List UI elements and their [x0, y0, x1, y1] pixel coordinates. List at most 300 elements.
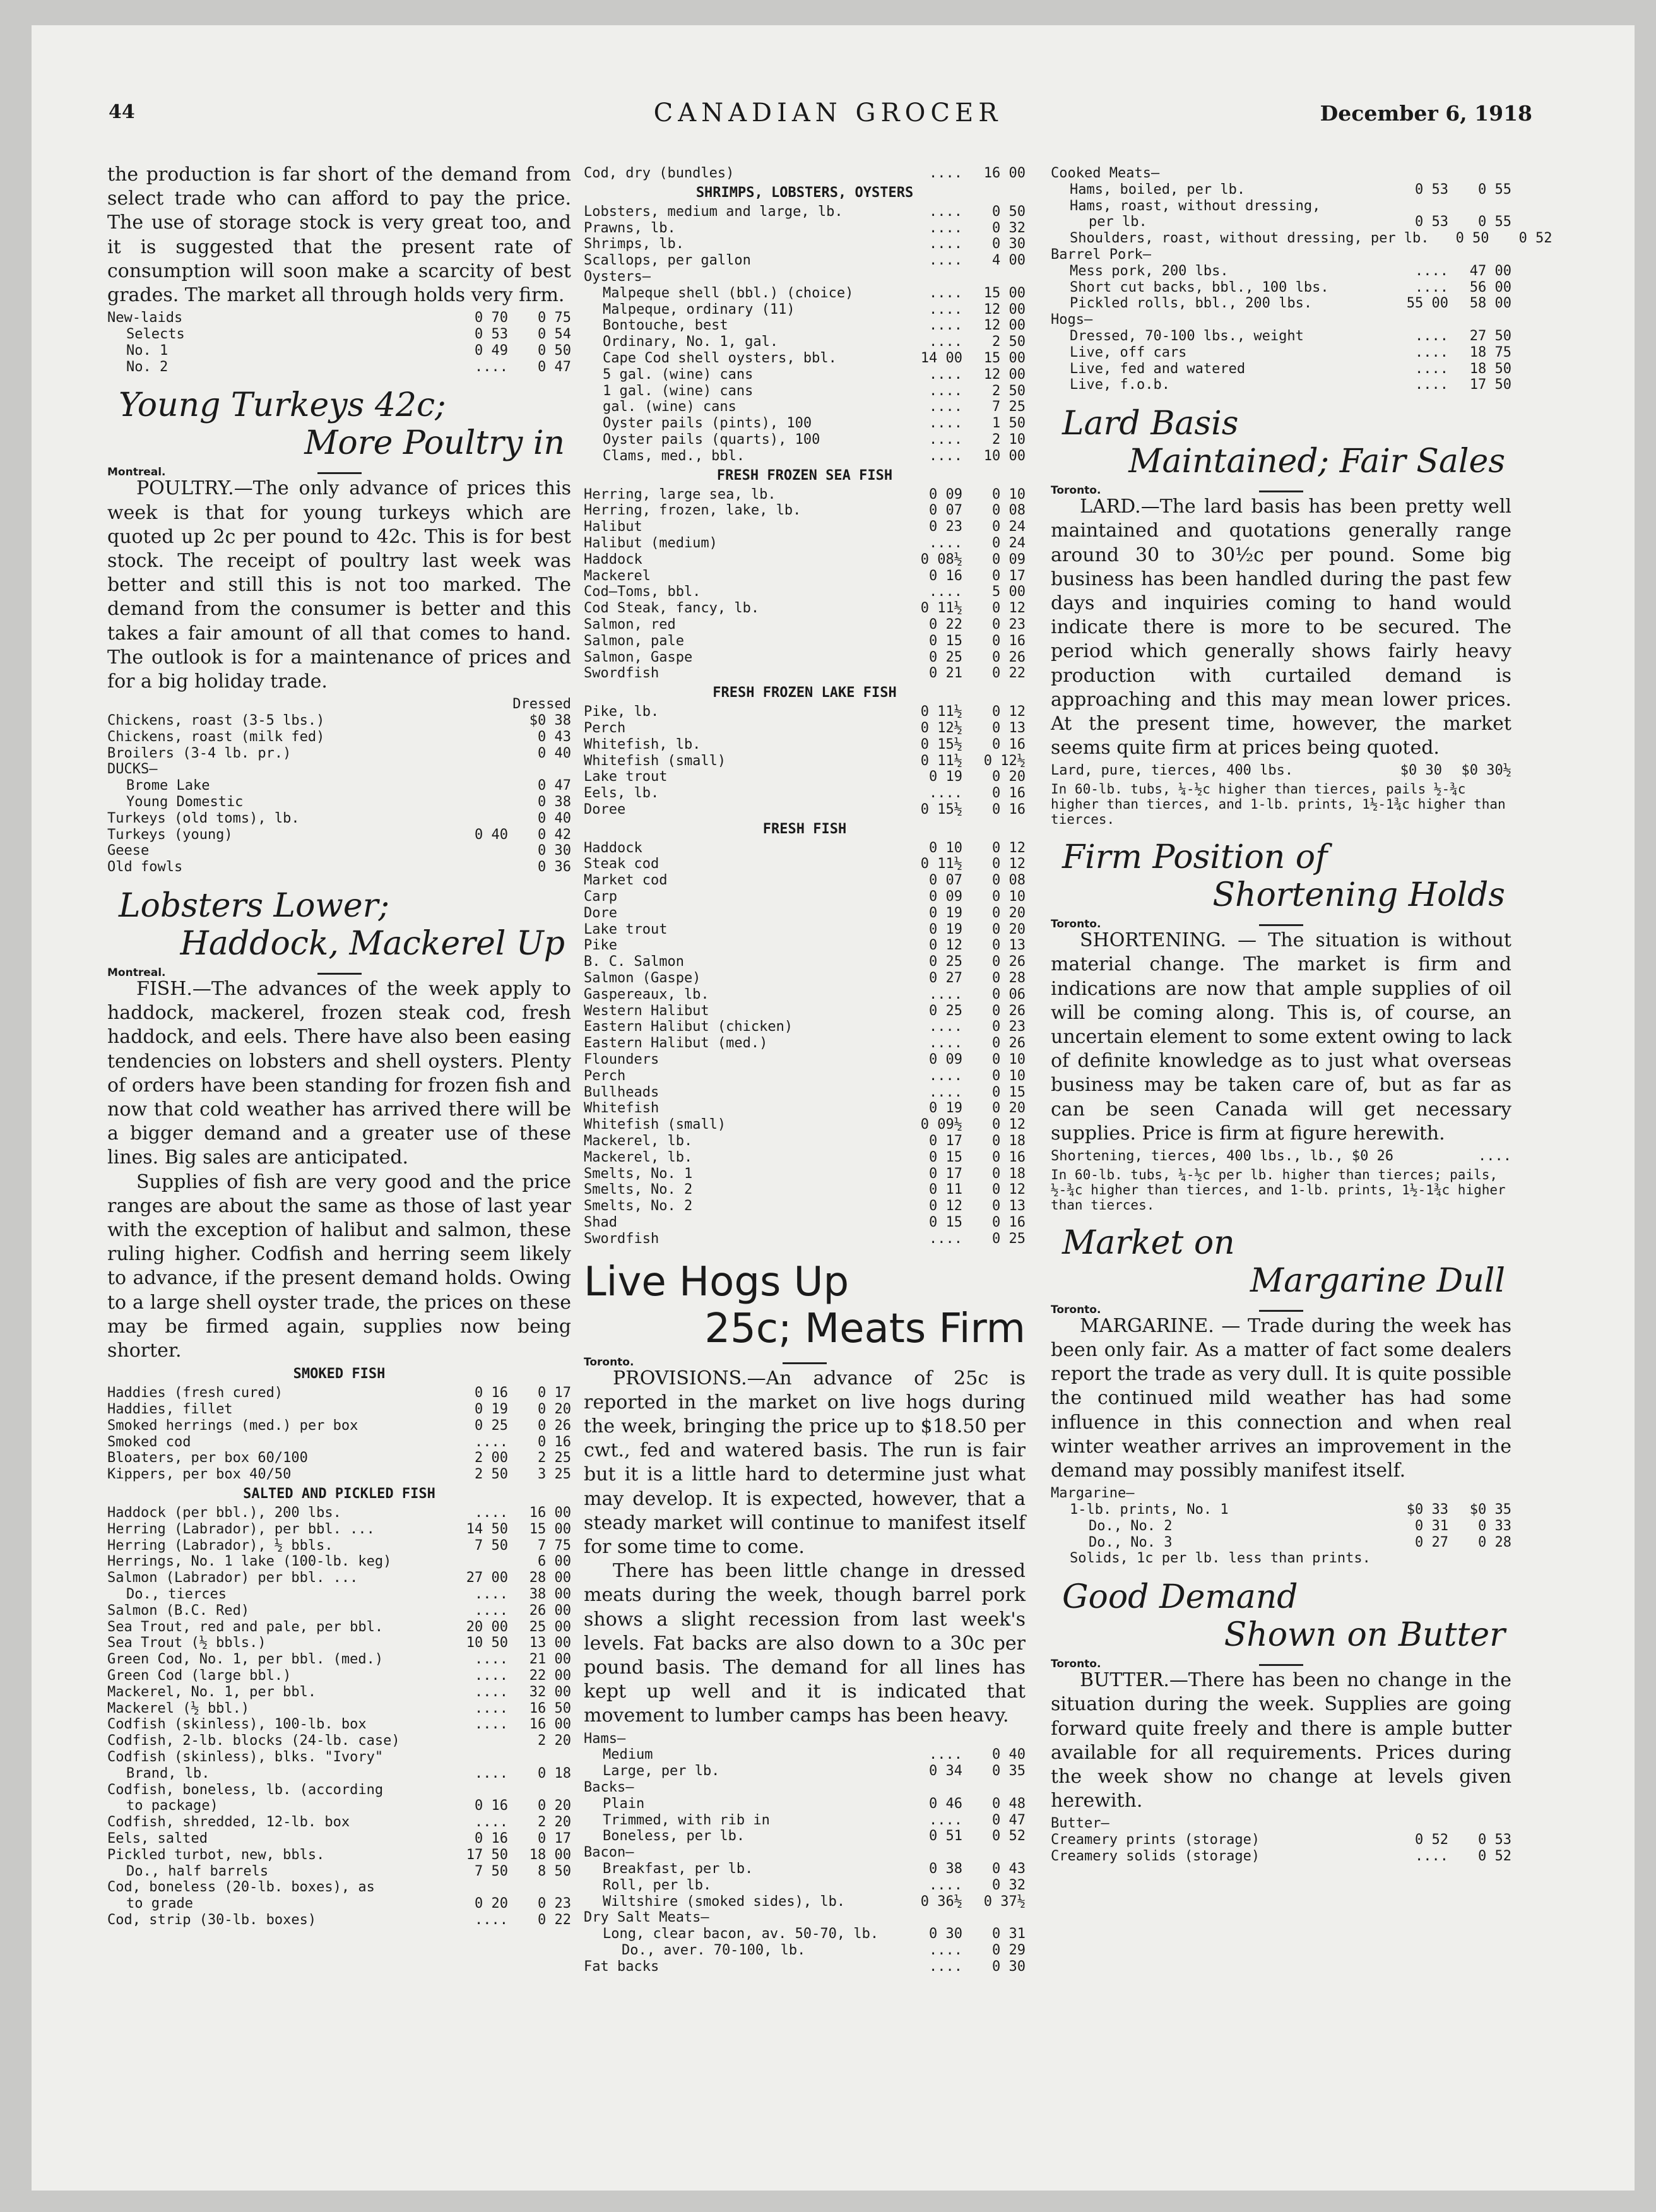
price-high: 0 18	[992, 1165, 1026, 1182]
item-label: Chickens, roast (milk fed)	[107, 728, 325, 745]
eggs-price-table	[107, 310, 571, 375]
table-row	[1051, 280, 1511, 296]
price-high: 16 00	[529, 1716, 571, 1733]
item-label: Malpeque, ordinary (11)	[603, 301, 795, 318]
table-row	[584, 937, 1026, 954]
item-label: 1-lb. prints, No. 1	[1070, 1502, 1229, 1518]
table-row	[584, 519, 1026, 535]
table-row	[1051, 1518, 1511, 1535]
table-row	[584, 1796, 1026, 1812]
table-row	[584, 704, 1026, 720]
price-low: 0 15	[929, 1215, 962, 1231]
price-high	[508, 1782, 571, 1799]
price-low: 0 09	[929, 1052, 962, 1068]
item-label: Herring, large sea, lb.	[584, 486, 776, 502]
price-low	[448, 1733, 508, 1749]
price-low: 0 07	[929, 502, 962, 519]
price-low	[448, 778, 508, 794]
table-row	[584, 399, 1026, 415]
item-label: Salmon, pale	[584, 633, 684, 649]
price-low: ....	[929, 1877, 962, 1893]
item-label: Pickled rolls, bbl., 200 lbs.	[1070, 295, 1313, 312]
item-label: Old fowls	[107, 859, 183, 876]
item-label: Eastern Halibut (chicken)	[584, 1019, 793, 1035]
price-high: 0 30	[992, 236, 1026, 253]
item-label: Salmon (Gaspe)	[584, 970, 701, 987]
price-high: 16 50	[529, 1700, 571, 1716]
table-row	[107, 1651, 571, 1668]
item-label: Hogs—	[1051, 312, 1093, 328]
table-row	[107, 1521, 571, 1538]
price-low: 0 38	[929, 1861, 962, 1877]
item-label: Codfish, 2-lb. blocks (24-lb. case)	[107, 1733, 400, 1749]
item-label: Do., half barrels	[126, 1863, 269, 1879]
price-high: 0 16	[992, 785, 1026, 802]
item-label: Breakfast, per lb.	[603, 1861, 754, 1877]
price-low: 0 15½	[920, 801, 962, 818]
price-high: 0 32	[992, 220, 1026, 236]
table-row	[584, 1182, 1026, 1198]
price-low	[902, 1731, 962, 1747]
cooked-meats-table	[1051, 165, 1552, 393]
item-label: Hams—	[584, 1730, 626, 1747]
price-high: 16 00	[983, 165, 1026, 181]
price-high: 8 50	[538, 1863, 571, 1879]
table-row	[584, 665, 1026, 682]
price-low	[448, 761, 508, 778]
item-label: Halibut (medium)	[584, 535, 718, 551]
price-low: 0 09	[929, 486, 962, 502]
price-low	[448, 794, 508, 811]
item-label: Haddies, fillet	[107, 1401, 233, 1418]
headline-rule	[1259, 924, 1303, 926]
price-low: 17 50	[466, 1846, 508, 1863]
table-row	[107, 1896, 571, 1912]
fish-headline-line-1: Lobsters Lower;	[119, 887, 390, 925]
table-row	[584, 1035, 1026, 1052]
price-high: 0 13	[992, 1198, 1026, 1215]
table-row	[107, 1782, 571, 1799]
price-low: 0 11	[929, 1182, 962, 1198]
table-row	[584, 236, 1026, 253]
table-row	[107, 794, 571, 811]
table-row	[107, 713, 571, 729]
price-high: 0 22	[538, 1912, 571, 1928]
price-high: $0 35	[1469, 1502, 1511, 1518]
item-label: Ordinary, No. 1, gal.	[603, 334, 779, 350]
item-label: Pickled turbot, new, bbls.	[107, 1846, 325, 1863]
item-label: Dore	[584, 905, 617, 921]
page-number: 44	[109, 101, 135, 123]
item-label: Cape Cod shell oysters, bbl.	[603, 350, 837, 366]
price-low: 20 00	[466, 1619, 508, 1635]
price-low: 0 40	[475, 826, 508, 843]
price-high: 0 20	[992, 1100, 1026, 1117]
item-label: Mess pork, 200 lbs.	[1070, 263, 1229, 279]
price-high: 0 08	[992, 872, 1026, 889]
shellfish-caption: SHRIMPS, LOBSTERS, OYSTERS	[695, 184, 914, 201]
price-high: 0 20	[992, 905, 1026, 921]
item-label: Smelts, No. 2	[584, 1198, 693, 1215]
price-high: 21 00	[529, 1651, 571, 1668]
item-label: Turkeys (young)	[107, 826, 233, 843]
item-label: per lb.	[1089, 214, 1147, 230]
table-row	[1051, 295, 1511, 312]
item-label: Codfish (skinless), blks. "Ivory"	[107, 1749, 384, 1765]
price-low	[1388, 165, 1448, 182]
price-low: 0 22	[929, 616, 962, 633]
table-row	[584, 383, 1026, 400]
item-label: Long, clear bacon, av. 50-70, lb.	[603, 1926, 879, 1942]
table-row	[107, 1570, 571, 1586]
price-low: 0 34	[929, 1763, 962, 1780]
price-high: 56 00	[1469, 279, 1511, 295]
table-row	[107, 1847, 571, 1864]
table-row	[107, 343, 571, 359]
price-low: ....	[475, 1814, 508, 1831]
price-high: 0 10	[992, 889, 1026, 905]
table-row	[1051, 377, 1511, 393]
price-high: 15 00	[983, 350, 1026, 366]
price-low: ....	[929, 1035, 962, 1052]
lake-fish-table	[584, 704, 1026, 818]
price-low: 0 36½	[920, 1893, 962, 1910]
item-label: Young Domestic	[126, 794, 244, 811]
price-high: 0 12	[992, 856, 1026, 872]
price-low: 0 23	[929, 519, 962, 535]
item-label: Herrings, No. 1 lake (100-lb. keg)	[107, 1554, 392, 1570]
price-high: 0 20	[538, 1401, 571, 1418]
price-high: 0 26	[538, 1417, 571, 1434]
poultry-headline-line-2: More Poultry in	[304, 424, 565, 463]
table-row	[584, 285, 1026, 302]
table-row	[107, 1879, 571, 1896]
table-row	[584, 1003, 1026, 1020]
price-high: 0 06	[992, 986, 1026, 1002]
item-label: Short cut backs, bbl., 100 lbs.	[1070, 279, 1329, 295]
price-low	[902, 1845, 962, 1861]
price-high: 15 00	[983, 285, 1026, 301]
item-label: Shad	[584, 1215, 617, 1231]
item-label: Solids, 1c per lb. less than prints.	[1070, 1550, 1371, 1567]
price-high: 0 23	[992, 1019, 1026, 1035]
column-3	[1051, 163, 1552, 1867]
price-high: 6 00	[538, 1554, 571, 1570]
item-label: Boneless, per lb.	[603, 1828, 745, 1845]
item-label: Salmon (B.C. Red)	[107, 1602, 250, 1619]
item-label: Smelts, No. 1	[584, 1165, 693, 1182]
shortening-headline-line-2: Shortening Holds	[1212, 876, 1505, 915]
shortening-dateline: Toronto.	[1051, 918, 1101, 931]
price-high: 7 75	[538, 1537, 571, 1554]
item-label: Oyster pails (quarts), 100	[603, 431, 820, 448]
item-label: Gaspereaux, lb.	[584, 986, 709, 1002]
lard-headline-line-2: Maintained; Fair Sales	[1128, 443, 1505, 481]
price-high: 0 13	[992, 720, 1026, 736]
price-low: 0 46	[929, 1795, 962, 1812]
price-high: 16 00	[529, 1505, 571, 1521]
price-high: 0 16	[538, 1434, 571, 1450]
item-label: 1 gal. (wine) cans	[603, 383, 754, 399]
item-label: B. C. Salmon	[584, 954, 684, 970]
price-low: 0 11½	[920, 600, 962, 617]
price-high: 0 42	[538, 826, 571, 843]
price-high: 1 50	[992, 415, 1026, 432]
table-row	[584, 535, 1026, 552]
price-low	[1388, 1485, 1448, 1502]
column-1	[107, 163, 571, 1931]
table-row	[1051, 247, 1511, 263]
price-high: 0 47	[538, 778, 571, 794]
item-label: Mackerel, No. 1, per bbl.	[107, 1684, 317, 1700]
price-high: 0 12½	[983, 752, 1026, 769]
price-low: 0 15½	[920, 736, 962, 752]
table-row	[584, 269, 1026, 285]
sea-fish-table	[584, 487, 1026, 682]
table-row	[584, 1747, 1026, 1763]
price-high: 0 23	[538, 1896, 571, 1912]
table-row	[1051, 1550, 1511, 1567]
price-high: 0 10	[992, 486, 1026, 502]
price-low: ....	[929, 399, 962, 415]
price-low: ....	[475, 1716, 508, 1733]
price-low: 0 15	[929, 1149, 962, 1165]
price-low: 0 49	[475, 342, 508, 359]
price-high: 0 16	[992, 1149, 1026, 1165]
price-low: 7 50	[475, 1537, 508, 1554]
item-label: No. 1	[126, 342, 169, 359]
item-label: Live, f.o.b.	[1070, 377, 1170, 393]
price-high: 10 00	[983, 448, 1026, 464]
price-low: 0 16	[475, 1830, 508, 1846]
price-high: 0 12	[992, 600, 1026, 617]
table-row	[1051, 361, 1511, 378]
item-label: Eels, salted	[107, 1830, 208, 1846]
smoked-fish-caption: SMOKED FISH	[293, 1366, 386, 1382]
table-row	[1051, 1816, 1511, 1832]
item-label: Bloaters, per box 60/100	[107, 1450, 308, 1466]
price-high: 0 16	[992, 801, 1026, 818]
item-label: Salmon (Labrador) per bbl. ...	[107, 1570, 358, 1586]
table-row	[584, 856, 1026, 872]
price-low: 2 00	[475, 1450, 508, 1466]
table-row	[584, 1959, 1026, 1975]
price-high: 0 50	[992, 203, 1026, 220]
price-low: 0 31	[1415, 1518, 1448, 1534]
item-label: Flounders	[584, 1052, 659, 1068]
price-low: 0 53	[1415, 181, 1448, 198]
table-row	[584, 872, 1026, 889]
item-label: Butter—	[1051, 1816, 1109, 1832]
price-low: 0 15	[929, 633, 962, 649]
butter-headline	[1051, 1578, 1511, 1654]
headline-rule	[783, 1362, 827, 1364]
item-label: Mackerel, lb.	[584, 1149, 693, 1165]
column-2	[584, 163, 1026, 1978]
price-low	[902, 269, 962, 285]
table-row	[1051, 312, 1511, 328]
price-high: 0 52	[1478, 1848, 1511, 1865]
table-row	[584, 1894, 1026, 1910]
item-label: Hams, roast, without dressing,	[1070, 198, 1321, 214]
table-row	[107, 1586, 571, 1603]
price-high: 0 20	[538, 1798, 571, 1814]
price-high: 27 50	[1469, 328, 1511, 344]
price-high: 47 00	[1469, 263, 1511, 279]
price-high: 0 43	[538, 728, 571, 745]
price-low: 0 08½	[920, 551, 962, 568]
table-row	[584, 1085, 1026, 1101]
price-low: ....	[475, 1684, 508, 1700]
table-row	[584, 840, 1026, 857]
item-label: Hams, boiled, per lb.	[1070, 181, 1246, 198]
table-row	[584, 889, 1026, 905]
shortening-headline	[1051, 838, 1511, 914]
hogs-article-text-2: There has been little change in dressed meats during the week, though barrel pork shows a slight recession from last week's levels. Fat backs are also down to a 30c per pound basis. The demand for all lines has kept up well and it is indicated that movement to lumber camps has been heavy.	[584, 1560, 1026, 1727]
item-label: Large, per lb.	[603, 1763, 720, 1780]
lard-price-note: In 60-lb. tubs, ¼-½c higher than tierces, pails ½-¾c higher than tierces, and 1-lb. prints, 1½-1¾c higher than tierces.	[1051, 782, 1506, 828]
price-high: 0 26	[992, 1002, 1026, 1019]
price-high: 0 16	[992, 1215, 1026, 1231]
price-high: 0 48	[992, 1795, 1026, 1812]
item-label: Shoulders, roast, without dressing, per lb.	[1070, 230, 1429, 247]
item-label: Live, fed and watered	[1070, 360, 1246, 377]
table-row	[584, 220, 1026, 237]
headline-rule	[1259, 1664, 1303, 1666]
item-label: Selects	[126, 326, 185, 343]
table-row	[1051, 1535, 1511, 1551]
item-label: Medium	[603, 1747, 653, 1763]
price-high: 0 40	[538, 745, 571, 761]
table-row	[1051, 182, 1511, 198]
price-low: 0 25	[929, 954, 962, 970]
headline-rule	[1259, 1310, 1303, 1312]
price-low: 0 70	[475, 310, 508, 326]
table-row	[107, 1466, 571, 1483]
price-high: 0 18	[992, 1133, 1026, 1150]
price-low: 0 30	[929, 1926, 962, 1942]
item-label: Green Cod (large bbl.)	[107, 1668, 292, 1684]
headline-rule	[1259, 491, 1303, 492]
table-row	[584, 1845, 1026, 1861]
price-low: ....	[929, 165, 962, 181]
table-row	[1051, 1485, 1511, 1502]
price-high: 0 16	[992, 633, 1026, 649]
price-low: ....	[929, 1747, 962, 1763]
margarine-dateline: Toronto.	[1051, 1303, 1101, 1316]
price-high: 0 29	[992, 1942, 1026, 1959]
item-label: Salmon, red	[584, 616, 676, 633]
item-label: Western Halibut	[584, 1002, 709, 1019]
item-label: to grade	[126, 1896, 193, 1912]
price-high: 0 20	[992, 769, 1026, 785]
price-low	[902, 1910, 962, 1926]
item-label: Mackerel, lb.	[584, 1133, 693, 1150]
table-row	[584, 1231, 1026, 1247]
table-row	[584, 552, 1026, 568]
table-row	[584, 954, 1026, 970]
price-low: ....	[929, 334, 962, 350]
item-label: Wiltshire (smoked sides), lb.	[603, 1893, 846, 1910]
price-high: 0 12	[992, 840, 1026, 856]
lard-headline	[1051, 405, 1511, 480]
table-row	[1051, 345, 1511, 361]
price-low: 0 21	[929, 665, 962, 682]
price-low: 0 16	[929, 568, 962, 584]
item-label: Pike, lb.	[584, 704, 659, 720]
item-label: Lake trout	[584, 769, 668, 785]
table-row	[584, 1942, 1026, 1959]
price-low	[448, 811, 508, 827]
table-row	[107, 1798, 571, 1814]
price-low: ....	[1415, 377, 1448, 393]
price-high: 12 00	[983, 318, 1026, 334]
price-low	[448, 1879, 508, 1896]
price-high: 0 24	[992, 519, 1026, 535]
price-low: 0 52	[1415, 1832, 1448, 1848]
item-label: Halibut	[584, 519, 642, 535]
item-label: Mackerel	[584, 568, 651, 584]
item-label: Prawns, lb.	[584, 220, 676, 236]
item-label: Margarine—	[1051, 1485, 1135, 1502]
item-label: Whitefish (small)	[584, 1117, 726, 1133]
table-row	[107, 1505, 571, 1521]
price-low: 0 27	[1415, 1534, 1448, 1550]
item-label: Cooked Meats—	[1051, 165, 1160, 181]
price-high: 0 54	[538, 326, 571, 343]
shellfish-table	[584, 204, 1026, 465]
table-row	[584, 1731, 1026, 1747]
table-row	[584, 1117, 1026, 1133]
fresh-fish-caption: FRESH FISH	[762, 821, 847, 837]
table-row	[584, 1150, 1026, 1166]
item-label: Lake trout	[584, 921, 668, 937]
price-high	[1448, 1816, 1511, 1832]
price-low: 0 11½	[920, 856, 962, 872]
price-low: ....	[1415, 328, 1448, 344]
smoked-fish-table	[107, 1385, 571, 1483]
price-high	[508, 761, 571, 778]
table-row	[584, 1068, 1026, 1085]
price-high: 0 25	[992, 1230, 1026, 1247]
item-label: gal. (wine) cans	[603, 399, 736, 415]
price-low: ....	[929, 220, 962, 236]
table-row	[107, 1684, 571, 1701]
item-label: Creamery prints (storage)	[1051, 1832, 1260, 1848]
price-low: 0 19	[929, 921, 962, 937]
item-label: Cod, strip (30-lb. boxes)	[107, 1912, 317, 1928]
price-high: 0 18	[538, 1765, 571, 1781]
item-label: Sea Trout, red and pale, per bbl.	[107, 1619, 384, 1635]
price-low: 0 16	[475, 1385, 508, 1401]
table-row	[1051, 328, 1511, 345]
table-row	[107, 1831, 571, 1847]
item-label: Shrimps, lb.	[584, 236, 684, 253]
item-label: Lobsters, medium and large, lb.	[584, 203, 843, 220]
table-row	[1051, 263, 1511, 280]
item-label: Haddock (per bbl.), 200 lbs.	[107, 1505, 341, 1521]
table-row	[107, 1450, 571, 1466]
table-row	[1051, 214, 1511, 230]
price-low: 0 17	[929, 1133, 962, 1150]
price-high	[1448, 1550, 1511, 1567]
table-row	[584, 769, 1026, 785]
item-label: Dressed, 70-100 lbs., weight	[1070, 328, 1304, 344]
item-label: Bullheads	[584, 1084, 659, 1100]
item-label: to package)	[126, 1798, 218, 1814]
price-low: ....	[929, 301, 962, 318]
table-row	[584, 568, 1026, 585]
